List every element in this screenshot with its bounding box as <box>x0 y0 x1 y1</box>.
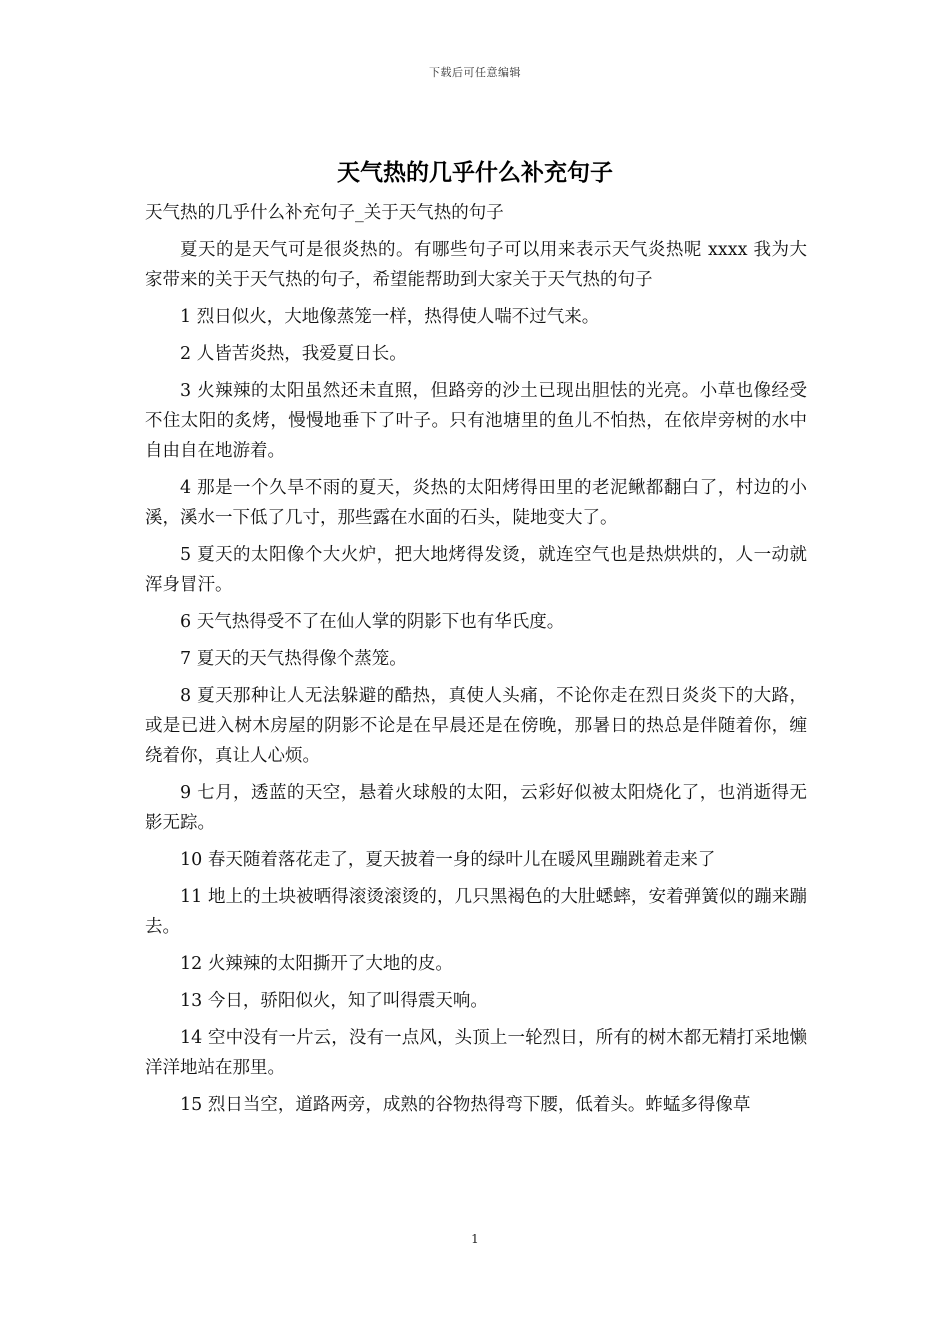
list-item: 2 人皆苦炎热，我爱夏日长。 <box>180 344 407 364</box>
list-item: 12 火辣辣的太阳撕开了大地的皮。 <box>180 954 453 974</box>
list-item: 3 火辣辣的太阳虽然还未直照，但路旁的沙土已现出胆怯的光亮。小草也像经受不住太阳的炙烤，慢慢地垂下了叶子。只有池塘里的鱼儿不怕热，在依岸旁树的水中自由自在地游着。 <box>145 381 807 461</box>
list-item: 14 空中没有一片云，没有一点风，头顶上一轮烈日，所有的树木都无精打采地懒洋洋地站在那里。 <box>145 1028 807 1078</box>
page-number: 1 <box>471 1232 479 1246</box>
intro-paragraph: 夏天的是天气可是很炎热的。有哪些句子可以用来表示天气炎热呢 xxxx 我为大家带来的关于天气热的句子，希望能帮助到大家关于天气热的句子 <box>145 240 807 290</box>
page-header: 下载后可任意编辑 <box>429 66 521 79</box>
document-body <box>145 198 807 1127</box>
list-item: 6 天气热得受不了在仙人掌的阴影下也有华氏度。 <box>180 612 565 632</box>
list-item: 7 夏天的天气热得像个蒸笼。 <box>180 649 407 669</box>
list-item: 11 地上的土块被晒得滚烫滚烫的，几只黑褐色的大肚蟋蟀，安着弹簧似的蹦来蹦去。 <box>145 887 807 937</box>
list-item: 15 烈日当空，道路两旁，成熟的谷物热得弯下腰，低着头。蚱蜢多得像草 <box>180 1095 751 1115</box>
document-subtitle: 天气热的几乎什么补充句子_关于天气热的句子 <box>145 203 504 223</box>
list-item: 4 那是一个久旱不雨的夏天，炎热的太阳烤得田里的老泥鳅都翻白了，村边的小溪，溪水一下低了几寸，那些露在水面的石头，陡地变大了。 <box>145 478 807 528</box>
list-item: 1 烈日似火，大地像蒸笼一样，热得使人喘不过气来。 <box>180 307 600 327</box>
list-item: 10 春天随着落花走了，夏天披着一身的绿叶儿在暖风里蹦跳着走来了 <box>180 850 716 870</box>
list-item: 5 夏天的太阳像个大火炉，把大地烤得发烫，就连空气也是热烘烘的，人一动就浑身冒汗。 <box>145 545 807 595</box>
list-item: 13 今日，骄阳似火，知了叫得震天响。 <box>180 991 488 1011</box>
list-item: 8 夏天那种让人无法躲避的酷热，真使人头痛，不论你走在烈日炎炎下的大路，或是已进入树木房屋的阴影不论是在早晨还是在傍晚，那暑日的热总是伴随着你，缠绕着你，真让人心烦。 <box>145 686 807 766</box>
list-item: 9 七月，透蓝的天空，悬着火球般的太阳，云彩好似被太阳烧化了，也消逝得无影无踪。 <box>145 783 807 833</box>
document-title: 天气热的几乎什么补充句子 <box>337 159 613 186</box>
